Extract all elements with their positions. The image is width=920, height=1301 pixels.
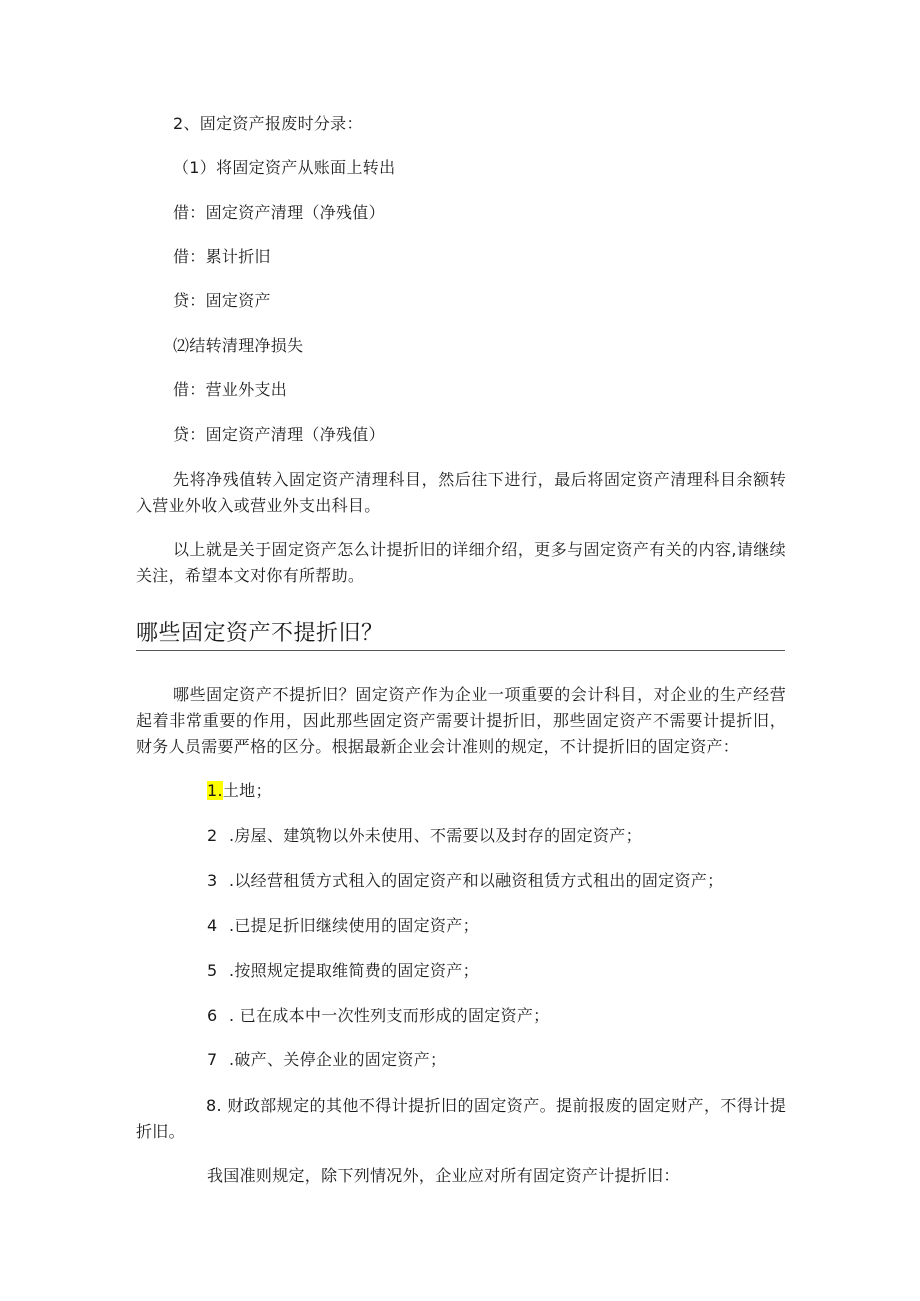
entry-credit-assets: 贷：固定资产	[173, 291, 271, 310]
list-item	[207, 826, 642, 846]
list-item	[207, 961, 479, 981]
list-item	[207, 781, 272, 801]
step-1-label: （1）将固定资产从账面上转出	[173, 158, 396, 177]
list-item	[207, 916, 479, 936]
list-item-number: 3	[207, 871, 218, 890]
list-item-text: .以经营租赁方式租入的固定资产和以融资租赁方式租出的固定资产；	[229, 871, 724, 890]
list-item-number: 2	[207, 826, 218, 845]
list-item-number: 4	[207, 916, 218, 935]
page-heading: 哪些固定资产不提折旧？	[136, 620, 785, 651]
paragraph-transfer: 先将净残值转入固定资产清理科目，然后往下进行，最后将固定资产清理科目余额转入营业外收入或营业外支出科目。	[136, 470, 786, 515]
paragraph-intro: 哪些固定资产不提折旧？固定资产作为企业一项重要的会计科目，对企业的生产经营起着非常重要的作用，因此那些固定资产需要计提折旧，那些固定资产不需要计提折旧，财务人员需要严格的区分。根据最新企业会计准则的规定，不计提折旧的固定资产：	[136, 685, 786, 756]
list-item	[207, 1006, 549, 1026]
list-item-8: 8. 财政部规定的其他不得计提折旧的固定资产。提前报废的固定财产，不得计提折旧。	[136, 1096, 786, 1141]
list-item-text: .破产、关停企业的固定资产；	[229, 1050, 447, 1069]
paragraph-summary: 以上就是关于固定资产怎么计提折旧的详细介绍，更多与固定资产有关的内容,请继续关注，希望本文对你有所帮助。	[136, 540, 786, 585]
entry-debit-expense: 借：营业外支出	[173, 380, 288, 399]
section-title: 2、固定资产报废时分录：	[173, 114, 363, 133]
list-item-text: .已提足折旧继续使用的固定资产；	[229, 916, 479, 935]
entry-credit-clearing: 贷：固定资产清理（净残值）	[173, 425, 385, 444]
list-item	[207, 871, 723, 891]
list-item-text: .房屋、建筑物以外未使用、不需要以及封存的固定资产；	[229, 826, 642, 845]
list-item-number: 5	[207, 961, 218, 980]
entry-debit-clearing: 借：固定资产清理（净残值）	[173, 203, 385, 222]
list-item-text: . 已在成本中一次性列支而形成的固定资产；	[229, 1006, 550, 1025]
list-item-number: 7	[207, 1050, 218, 1069]
list-item	[207, 1050, 446, 1070]
list-item-number: 1.	[207, 781, 223, 800]
list-item-text: 土地；	[222, 781, 272, 800]
entry-debit-depreciation: 借：累计折旧	[173, 247, 271, 266]
list-item-number: 6	[207, 1006, 218, 1025]
step-2-label: ⑵结转清理净损失	[173, 336, 304, 355]
paragraph-final: 我国准则规定，除下列情况外，企业应对所有固定资产计提折旧：	[207, 1166, 680, 1185]
list-item-text: .按照规定提取维简费的固定资产；	[229, 961, 479, 980]
